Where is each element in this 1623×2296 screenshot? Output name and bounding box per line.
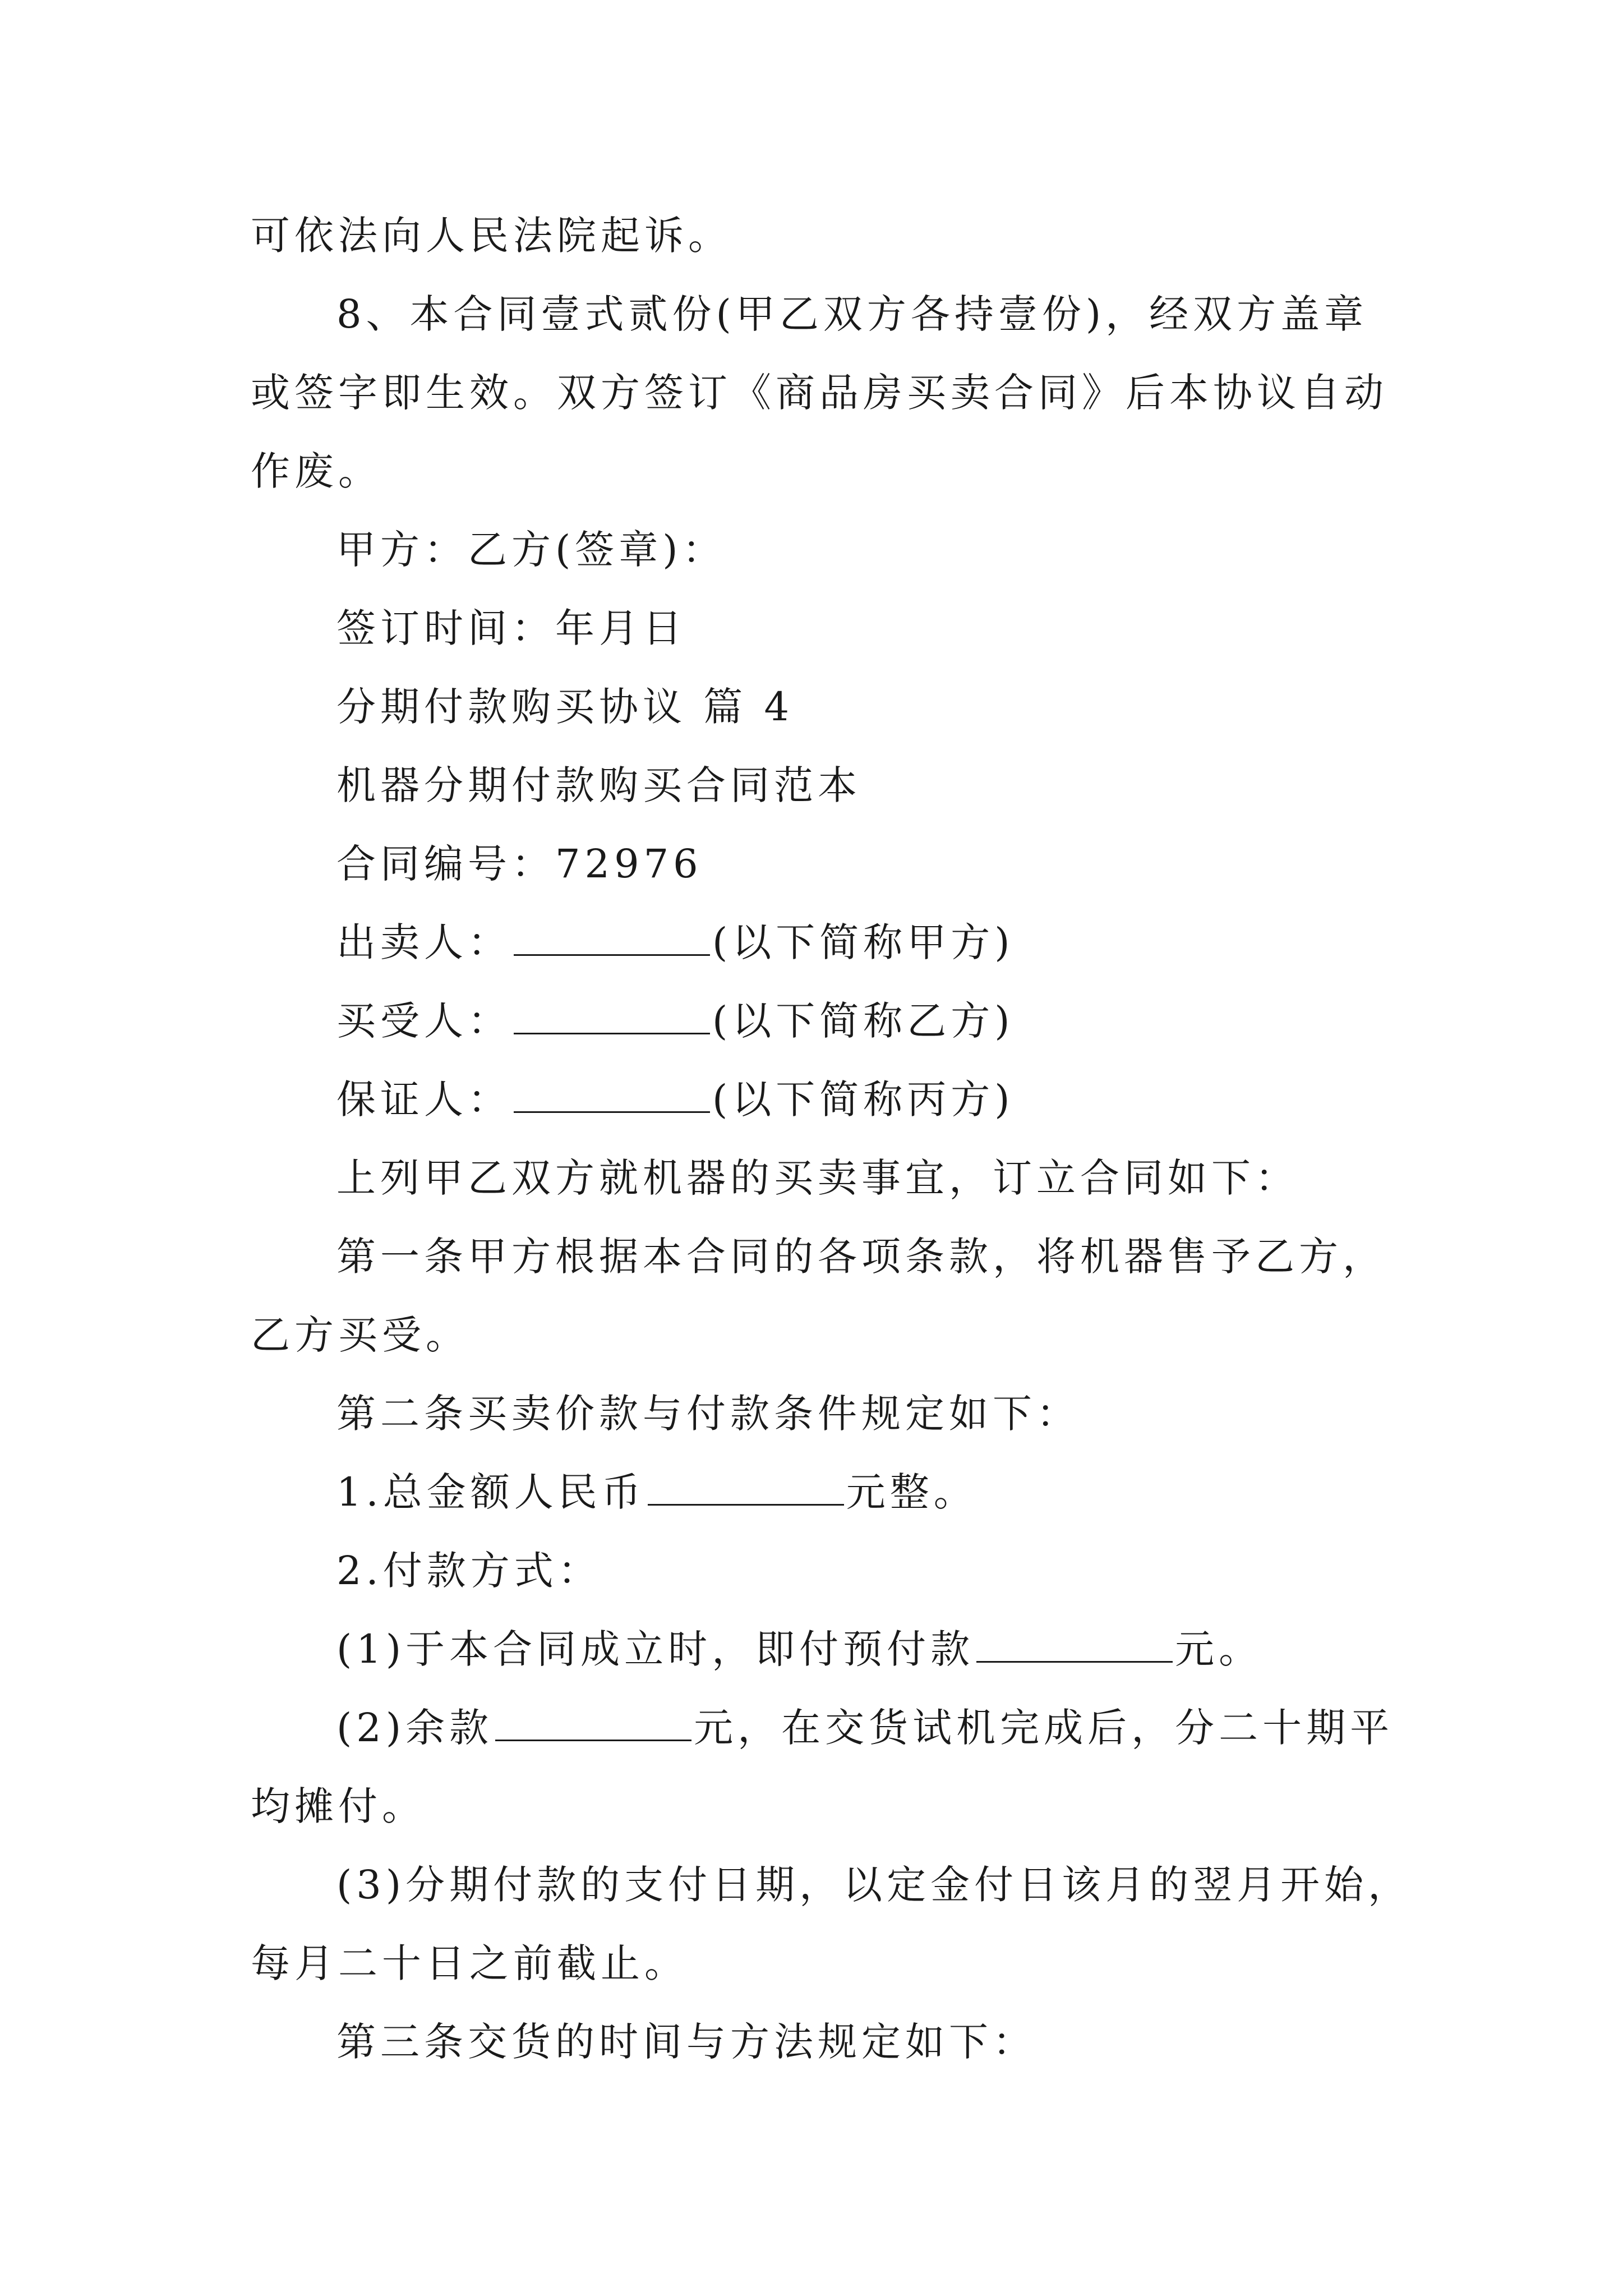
text-line: 作废。 [251,448,382,494]
prepayment-blank [976,1628,1173,1663]
text-line: 上列甲乙双方就机器的买卖事宜，订立合同如下： [336,1155,1299,1201]
balance-line [336,1703,1394,1753]
text-line: 均摊付。 [251,1783,426,1829]
seller-label: 出卖人： [336,919,511,965]
buyer-note: (以下简称乙方) [712,998,1015,1044]
balance-blank [495,1707,691,1741]
text-line: 8、本合同壹式贰份(甲乙双方各持壹份)，经双方盖章 [336,291,1368,337]
guarantor-line [336,1074,1015,1125]
seller-blank [514,922,710,956]
buyer-line [336,996,1015,1046]
buyer-blank [514,1000,710,1034]
total-amount-line [336,1467,978,1517]
guarantor-note: (以下简称丙方) [712,1076,1015,1122]
section-heading: 分期付款购买协议 篇 4 [336,684,794,730]
text-line: 甲方：乙方(签章)： [336,527,726,573]
guarantor-label: 保证人： [336,1076,511,1122]
total-amount-unit: 元整。 [846,1469,978,1515]
prepayment-label: (1)于本合同成立时，即付预付款 [336,1626,975,1672]
text-line: 每月二十日之前截止。 [251,1940,688,1986]
buyer-label: 买受人： [336,998,511,1044]
text-line: 第二条买卖价款与付款条件规定如下： [336,1391,1080,1437]
text-line: 或签字即生效。双方签订《商品房买卖合同》后本协议自动 [251,370,1388,416]
guarantor-blank [514,1079,710,1113]
text-line: 可依法向人民法院起诉。 [251,213,732,259]
prepayment-line [336,1624,1262,1674]
prepayment-unit: 元。 [1175,1626,1263,1672]
text-line: 乙方买受。 [251,1312,469,1358]
text-line: 2.付款方式： [336,1548,602,1594]
seller-line [336,917,1015,968]
balance-note: 元，在交货试机完成后，分二十期平 [694,1705,1394,1751]
text-line: (3)分期付款的支付日期，以定金付日该月的翌月开始， [336,1862,1412,1908]
text-line: 签订时间：年月日 [336,605,686,651]
balance-label: (2)余款 [336,1705,494,1751]
contract-title: 机器分期付款购买合同范本 [336,762,861,808]
total-amount-blank [648,1471,844,1506]
contract-number: 合同编号：72976 [336,841,703,887]
text-line: 第一条甲方根据本合同的各项条款，将机器售予乙方， [336,1234,1386,1280]
text-line: 第三条交货的时间与方法规定如下： [336,2019,1036,2065]
seller-note: (以下简称甲方) [712,919,1015,965]
total-amount-label: 1.总金额人民币 [336,1469,645,1515]
